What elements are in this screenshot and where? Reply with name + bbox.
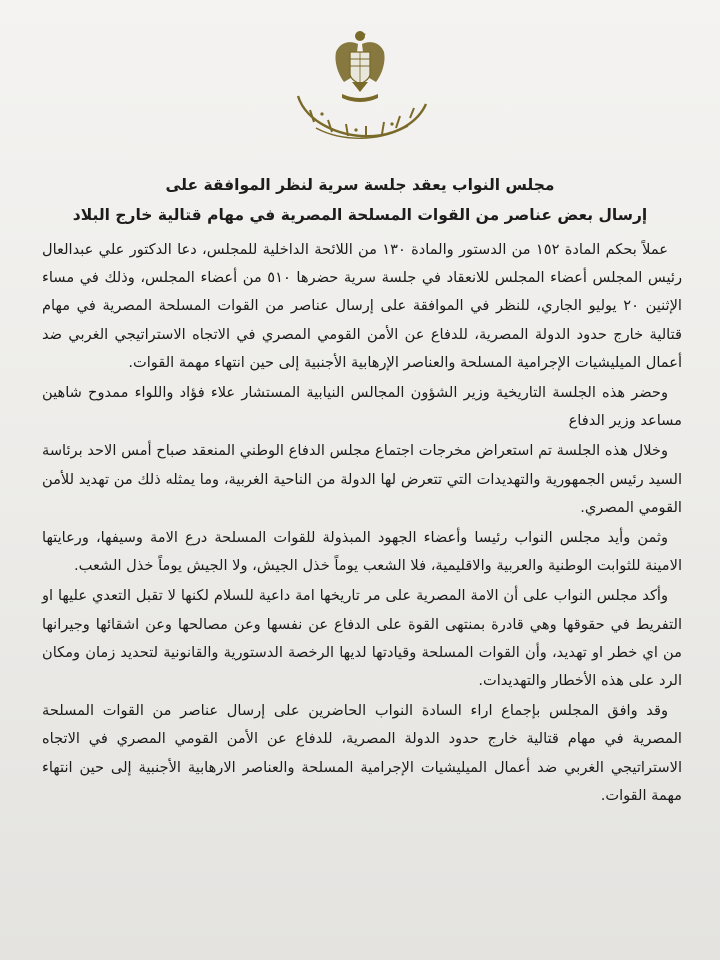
paragraph: وأكد مجلس النواب على أن الامة المصرية على مر تاريخها امة داعية للسلام لكنها لا تقبل التعدي عليها او التفريط في حقوقها وهي قادرة بمنتهى القوة على الدفاع عن نفسها وعن مصالحها وعن اشقائها وجيرانها من اي خطر او تهديد، وأن القوات المسلحة وقيادتها لديها الرخصة الدستورية والقانونية لتحديد زمان ومكان الرد على هذه الأخطار والتهديدات. (42, 587, 682, 690)
headline-line-1: مجلس النواب يعقد جلسة سرية لنظر الموافقة على (165, 176, 555, 194)
paragraph: وحضر هذه الجلسة التاريخية وزير الشؤون المجالس النيابية المستشار علاء فؤاد واللواء ممدوح شاهين مساعد وزير الدفاع (42, 384, 682, 430)
headline-line-2: إرسال بعض عناصر من القوات المسلحة المصرية في مهام قتالية خارج البلاد (72, 206, 648, 224)
statement-body (42, 236, 682, 810)
paragraph: عملاً بحكم المادة ١٥٢ من الدستور والمادة ١٣٠ من اللائحة الداخلية للمجلس، دعا الدكتور علي عبدالعال رئيس المجلس أعضاء المجلس للانعقاد في جلسة سرية حضرها ٥١٠ من أعضاء المجلس، وذلك في مساء الإثنين ٢٠ يوليو الجاري، للنظر في الموافقة على إرسال عناصر من القوات المسلحة المصرية في مهام قتالية خارج حدود الدولة المصرية، للدفاع عن الأمن القومي المصري في الاتجاه الاستراتيجي الغربي ضد أعمال الميليشيات الإجرامية المسلحة والعناصر الإرهابية الأجنبية إلى حين انتهاء مهمة القوات. (42, 241, 682, 371)
eagle-of-saladin-icon (270, 18, 450, 153)
paragraph: وخلال هذه الجلسة تم استعراض مخرجات اجتماع مجلس الدفاع الوطني المنعقد صباح أمس الاحد برئاسة السيد رئيس الجمهورية والتهديدات التي تتعرض لها الدولة من الناحية الغربية، وما يمثله ذلك من تهديد للأمن القومي المصري. (42, 442, 682, 516)
paragraph: وثمن وأيد مجلس النواب رئيسا وأعضاء الجهود المبذولة للقوات المسلحة درع الامة وسيفها، ورعايتها الامينة للثوابت الوطنية والعربية والاقليمية، فلا الشعب يوماً خذل الجيش، ولا الجيش يوماً خذل الشعب. (42, 529, 682, 575)
letterhead (270, 18, 450, 153)
paragraph: وقد وافق المجلس بإجماع اراء السادة النواب الحاضرين على إرسال عناصر من القوات المسلحة المصرية في مهام قتالية خارج حدود الدولة المصرية، للدفاع عن الأمن القومي المصري في الاتجاه الاستراتيجي الغربي ضد أعمال الميليشيات الإجرامية المسلحة والعناصر الارهابية الأجنبية إلى حين انتهاء مهمة القوات. (42, 702, 682, 804)
headline (40, 170, 680, 230)
